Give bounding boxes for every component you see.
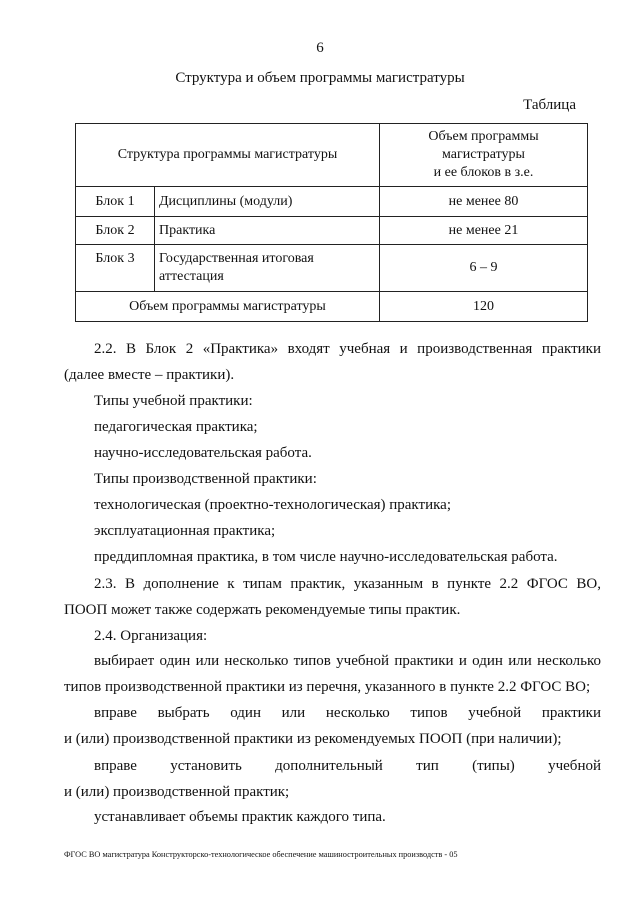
section-title: Структура и объем программы магистратуры xyxy=(175,70,465,86)
paragraph-line: 2.3. В дополнение к типам практик, указанным в пункте 2.2 ФГОС ВО, xyxy=(94,576,601,592)
total-value-cell: 120 xyxy=(380,292,588,322)
paragraph-line: педагогическая практика; xyxy=(94,419,258,435)
paragraph-line: Типы учебной практики: xyxy=(94,393,253,409)
table-total-row xyxy=(76,292,588,322)
block-cell: Блок 2 xyxy=(76,217,155,245)
block-name-line: аттестация xyxy=(159,269,224,284)
block-value-cell: не менее 80 xyxy=(380,187,588,217)
paragraph-line: Типы производственной практики: xyxy=(94,471,317,487)
header-volume-line: магистратуры xyxy=(442,147,525,162)
paragraph-line: эксплуатационная практика; xyxy=(94,523,276,539)
paragraph-line: технологическая (проектно-технологическая) практика; xyxy=(94,497,451,513)
paragraph-line: и (или) производственной практик; xyxy=(64,784,290,800)
paragraph-line: преддипломная практика, в том числе научно-исследовательская работа. xyxy=(94,549,558,565)
block-name-cell xyxy=(155,245,380,292)
paragraph-line: ПООП может также содержать рекомендуемые типы практик. xyxy=(64,602,461,618)
block-cell: Блок 3 xyxy=(76,245,155,292)
paragraph-line: вправе установить дополнительный тип (типы) учебной xyxy=(94,758,601,774)
paragraph-line: (далее вместе – практики). xyxy=(64,367,235,383)
paragraph-line: 2.4. Организация: xyxy=(94,628,208,644)
block-cell: Блок 1 xyxy=(76,187,155,217)
table-header-row xyxy=(76,124,588,187)
program-structure-table xyxy=(75,123,588,322)
page-footer: ФГОС ВО магистратура Конструкторско-технологическое обеспечение машиностроительных производств - 05 xyxy=(64,850,458,859)
paragraph-line: научно-исследовательская работа. xyxy=(94,445,312,461)
header-structure-cell: Структура программы магистратуры xyxy=(76,124,380,187)
table-row xyxy=(76,217,588,245)
paragraph-line: и (или) производственной практики из рекомендуемых ПООП (при наличии); xyxy=(64,731,562,747)
total-label-cell: Объем программы магистратуры xyxy=(76,292,380,322)
paragraph-line: устанавливает объемы практик каждого типа. xyxy=(94,809,386,825)
paragraph-line: выбирает один или несколько типов учебной практики и один или несколько xyxy=(94,653,601,669)
block-name-line: Государственная итоговая xyxy=(159,251,314,266)
table-caption: Таблица xyxy=(523,97,576,113)
block-name-cell: Дисциплины (модули) xyxy=(155,187,380,217)
header-volume-cell xyxy=(380,124,588,187)
table-row xyxy=(76,245,588,292)
paragraph-line: типов производственной практики из перечня, указанного в пункте 2.2 ФГОС ВО; xyxy=(64,679,591,695)
header-volume-line: и ее блоков в з.е. xyxy=(433,165,534,180)
block-name-cell: Практика xyxy=(155,217,380,245)
header-volume-line: Объем программы xyxy=(428,129,539,144)
table-row xyxy=(76,187,588,217)
block-value-cell: 6 – 9 xyxy=(380,245,588,292)
page-number: 6 xyxy=(316,40,324,56)
paragraph-line: вправе выбрать один или несколько типов учебной практики xyxy=(94,705,601,721)
block-value-cell: не менее 21 xyxy=(380,217,588,245)
paragraph-line: 2.2. В Блок 2 «Практика» входят учебная и производственная практики xyxy=(94,341,601,357)
